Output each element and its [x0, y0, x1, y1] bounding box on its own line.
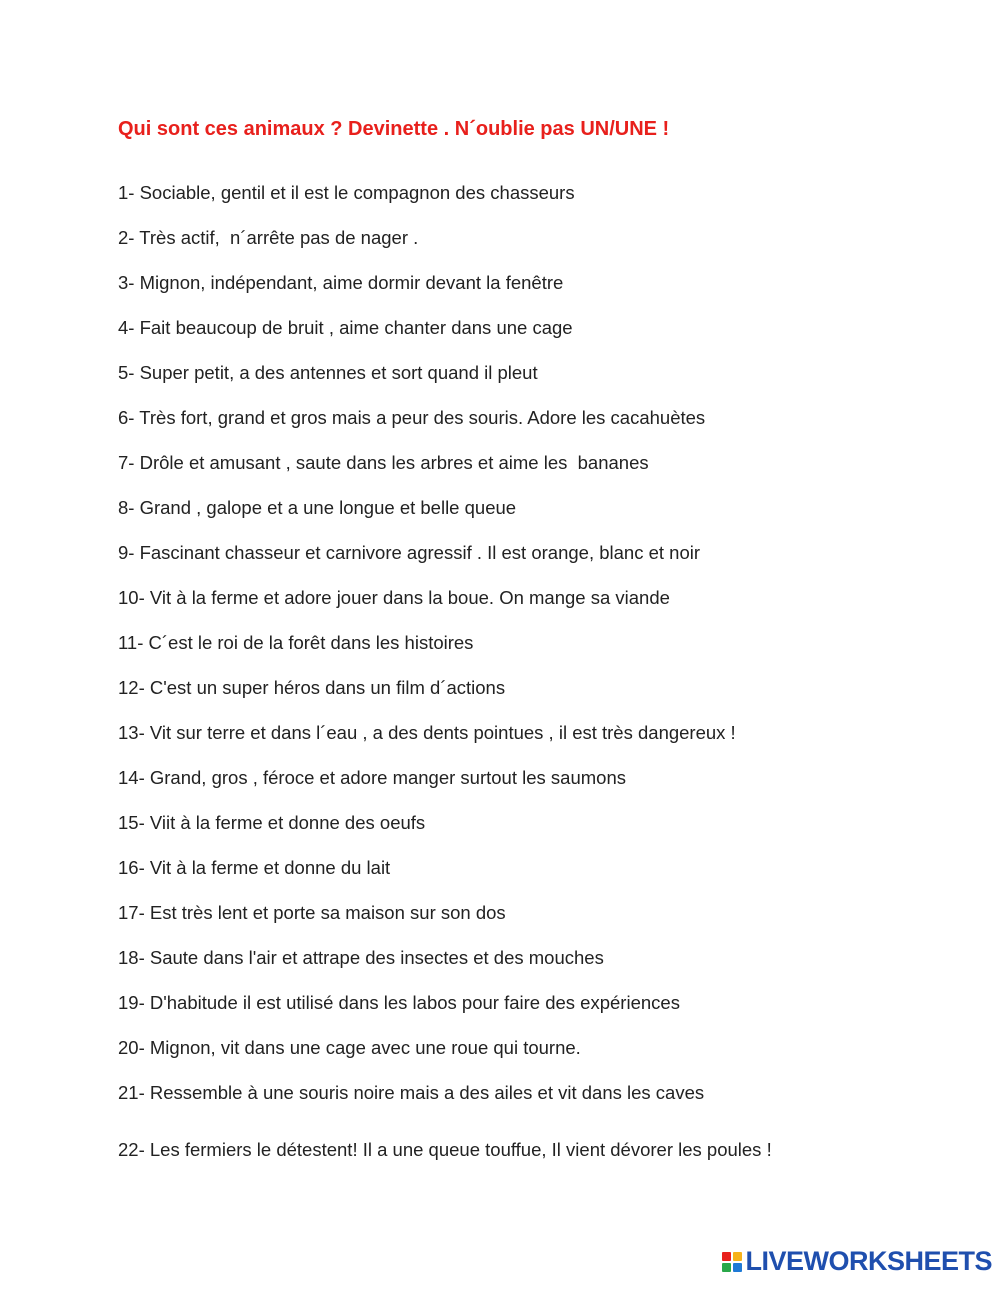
riddle-item: 10- Vit à la ferme et adore jouer dans la boue. On mange sa viande	[118, 587, 670, 608]
riddle-item: 12- C'est un super héros dans un film d´actions	[118, 677, 506, 698]
logo-mark-green-square	[722, 1263, 731, 1272]
liveworksheets-logo[interactable]	[722, 1246, 992, 1277]
riddle-item: 13- Vit sur terre et dans l´eau , a des dents pointues , il est très dangereux !	[118, 722, 736, 743]
riddle-list	[118, 181, 772, 1183]
riddle-item: 4- Fait beaucoup de bruit , aime chanter dans une cage	[118, 317, 573, 338]
riddle-item: 19- D'habitude il est utilisé dans les labos pour faire des expériences	[118, 992, 680, 1013]
logo-mark-blue-square	[733, 1263, 742, 1272]
logo-mark-icon	[722, 1252, 742, 1272]
riddle-item: 15- Viit à la ferme et donne des oeufs	[118, 812, 426, 833]
riddle-item: 11- C´est le roi de la forêt dans les histoires	[118, 632, 474, 653]
riddle-item: 16- Vit à la ferme et donne du lait	[118, 857, 391, 878]
riddle-item: 2- Très actif, n´arrête pas de nager .	[118, 227, 419, 248]
logo-mark-red-square	[722, 1252, 731, 1261]
riddle-item: 1- Sociable, gentil et il est le compagnon des chasseurs	[118, 182, 575, 203]
riddle-item: 18- Saute dans l'air et attrape des insectes et des mouches	[118, 947, 604, 968]
page-title: Qui sont ces animaux ? Devinette . N´oublie pas UN/UNE !	[118, 118, 670, 140]
riddle-item: 8- Grand , galope et a une longue et belle queue	[118, 497, 517, 518]
riddle-item: 6- Très fort, grand et gros mais a peur des souris. Adore les cacahuètes	[118, 407, 706, 428]
riddle-item: 5- Super petit, a des antennes et sort quand il pleut	[118, 362, 538, 383]
riddle-item: 17- Est très lent et porte sa maison sur son dos	[118, 902, 506, 923]
riddle-item: 7- Drôle et amusant , saute dans les arbres et aime les bananes	[118, 452, 649, 473]
riddle-item: 3- Mignon, indépendant, aime dormir devant la fenêtre	[118, 272, 564, 293]
riddle-item: 9- Fascinant chasseur et carnivore agressif . Il est orange, blanc et noir	[118, 542, 701, 563]
riddle-item: 20- Mignon, vit dans une cage avec une roue qui tourne.	[118, 1037, 581, 1058]
riddle-item: 21- Ressemble à une souris noire mais a des ailes et vit dans les caves	[118, 1082, 705, 1103]
logo-mark-yellow-square	[733, 1252, 742, 1261]
logo-text: LIVEWORKSHEETS	[745, 1246, 992, 1276]
riddle-item: 14- Grand, gros , féroce et adore manger surtout les saumons	[118, 767, 626, 788]
riddle-item: 22- Les fermiers le détestent! Il a une queue touffue, Il vient dévorer les poules !	[118, 1139, 772, 1160]
